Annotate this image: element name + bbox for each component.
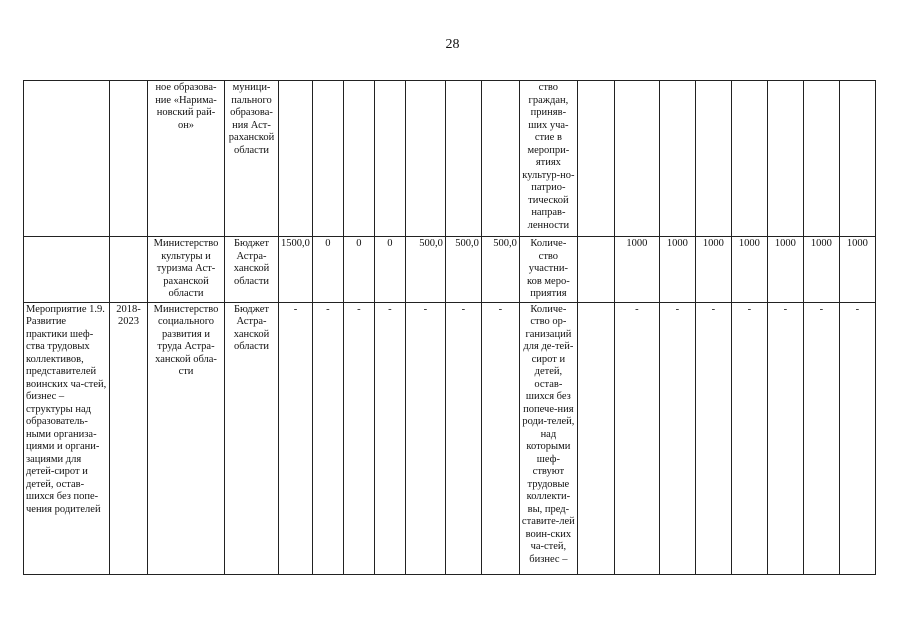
value-cell: 500,0 — [445, 237, 481, 303]
program-table — [23, 80, 876, 575]
event-cell — [24, 81, 110, 237]
target-cell: 1000 — [731, 237, 767, 303]
page-number: 28 — [445, 37, 460, 52]
target-cell: - — [803, 302, 839, 574]
value-cell: - — [481, 302, 519, 574]
value-cell: - — [279, 302, 313, 574]
target-cell: - — [767, 302, 803, 574]
value-cell — [481, 81, 519, 237]
indicator-cell: Количе-ство ор-ганизаций для де-тей-сирот и детей, остав-шихся без попече-ния роди-телей, над которыми шеф-ствуют трудовые коллекти-вы, пред-ставите-лей воин-ских ча-стей, бизнес – — [519, 302, 577, 574]
value-cell — [374, 81, 405, 237]
funding-source-cell: Бюджет Астра-ханской области — [225, 302, 279, 574]
target-cell: - — [695, 302, 731, 574]
value-cell: 0 — [374, 237, 405, 303]
executor-cell: Министерство социального развития и труда Астра-ханской обла-сти — [148, 302, 225, 574]
executor-cell: ное образова-ние «Нарима-новский рай-он» — [148, 81, 225, 237]
target-cell — [695, 81, 731, 237]
value-cell — [405, 81, 445, 237]
target-cell: - — [731, 302, 767, 574]
funding-source-cell: Бюджет Астра-ханской области — [225, 237, 279, 303]
value-cell: - — [343, 302, 374, 574]
value-cell — [343, 81, 374, 237]
table-row — [24, 237, 876, 303]
target-cell — [767, 81, 803, 237]
target-cell: 1000 — [803, 237, 839, 303]
target-cell — [839, 81, 875, 237]
indicator-cell: ство граждан, приняв-ших уча-стие в меропри-ятиях культур-но-патрио-тической направ-ленности — [519, 81, 577, 237]
target-cell — [731, 81, 767, 237]
value-cell: 500,0 — [481, 237, 519, 303]
value-cell — [445, 81, 481, 237]
target-cell — [577, 81, 614, 237]
value-cell: 0 — [343, 237, 374, 303]
value-cell — [312, 81, 343, 237]
value-cell: 1500,0 — [279, 237, 313, 303]
value-cell: 0 — [312, 237, 343, 303]
target-cell: 1000 — [659, 237, 695, 303]
years-cell — [110, 237, 148, 303]
value-cell — [279, 81, 313, 237]
target-cell: - — [659, 302, 695, 574]
table-row — [24, 302, 876, 574]
target-cell: - — [614, 302, 659, 574]
indicator-cell: Количе-ство участни-ков меро-приятия — [519, 237, 577, 303]
executor-cell: Министерство культуры и туризма Аст-раханской области — [148, 237, 225, 303]
target-cell: 1000 — [839, 237, 875, 303]
value-cell: - — [374, 302, 405, 574]
value-cell: - — [445, 302, 481, 574]
target-cell — [577, 237, 614, 303]
event-cell — [24, 237, 110, 303]
target-cell: 1000 — [614, 237, 659, 303]
target-cell — [659, 81, 695, 237]
target-cell: - — [839, 302, 875, 574]
target-cell — [803, 81, 839, 237]
target-cell: 1000 — [767, 237, 803, 303]
target-cell — [614, 81, 659, 237]
value-cell: 500,0 — [405, 237, 445, 303]
years-cell — [110, 81, 148, 237]
event-cell: Мероприятие 1.9. Развитие практики шеф-ства трудовых коллективов, представителей воинских ча-стей, бизнес – структуры над образователь-ными организа-циями и органи-зациями для детей-сирот и детей, остав-шихся без попе-чения родителей — [24, 302, 110, 574]
target-cell: 1000 — [695, 237, 731, 303]
value-cell: - — [405, 302, 445, 574]
years-cell: 2018-2023 — [110, 302, 148, 574]
value-cell: - — [312, 302, 343, 574]
funding-source-cell: муници-пального образова-ния Аст-раханской области — [225, 81, 279, 237]
table-row — [24, 81, 876, 237]
target-cell — [577, 302, 614, 574]
